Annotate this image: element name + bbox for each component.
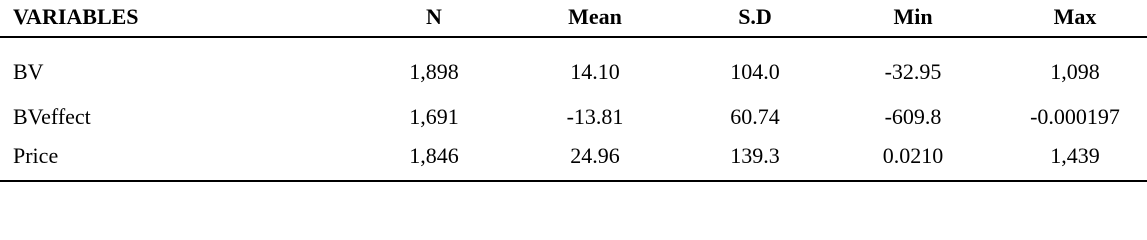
header-n: N xyxy=(426,4,442,29)
row-sd: 104.0 xyxy=(730,59,780,84)
table-bottom-rule xyxy=(0,180,1147,182)
header-variables: VARIABLES xyxy=(13,4,139,29)
row-mean: 24.96 xyxy=(570,143,620,168)
row-variable: Price xyxy=(13,143,59,168)
table-row xyxy=(0,102,1147,132)
row-n: 1,846 xyxy=(409,143,459,168)
row-variable: BVeffect xyxy=(13,104,91,129)
row-n: 1,691 xyxy=(409,104,459,129)
table-row xyxy=(0,57,1147,87)
row-min: -32.95 xyxy=(884,59,942,84)
table-header-row xyxy=(0,2,1147,32)
row-sd: 139.3 xyxy=(730,143,780,168)
row-min: -609.8 xyxy=(884,104,942,129)
table-row xyxy=(0,141,1147,171)
row-mean: 14.10 xyxy=(570,59,620,84)
header-sd: S.D xyxy=(738,4,772,29)
row-max: -0.000197 xyxy=(1030,104,1120,129)
header-divider xyxy=(0,36,1147,38)
row-mean: -13.81 xyxy=(566,104,624,129)
row-variable: BV xyxy=(13,59,44,84)
header-min: Min xyxy=(893,4,933,29)
header-mean: Mean xyxy=(568,4,622,29)
header-max: Max xyxy=(1053,4,1097,29)
row-max: 1,098 xyxy=(1050,59,1100,84)
row-sd: 60.74 xyxy=(730,104,780,129)
row-max: 1,439 xyxy=(1050,143,1100,168)
row-min: 0.0210 xyxy=(882,143,944,168)
row-n: 1,898 xyxy=(409,59,459,84)
